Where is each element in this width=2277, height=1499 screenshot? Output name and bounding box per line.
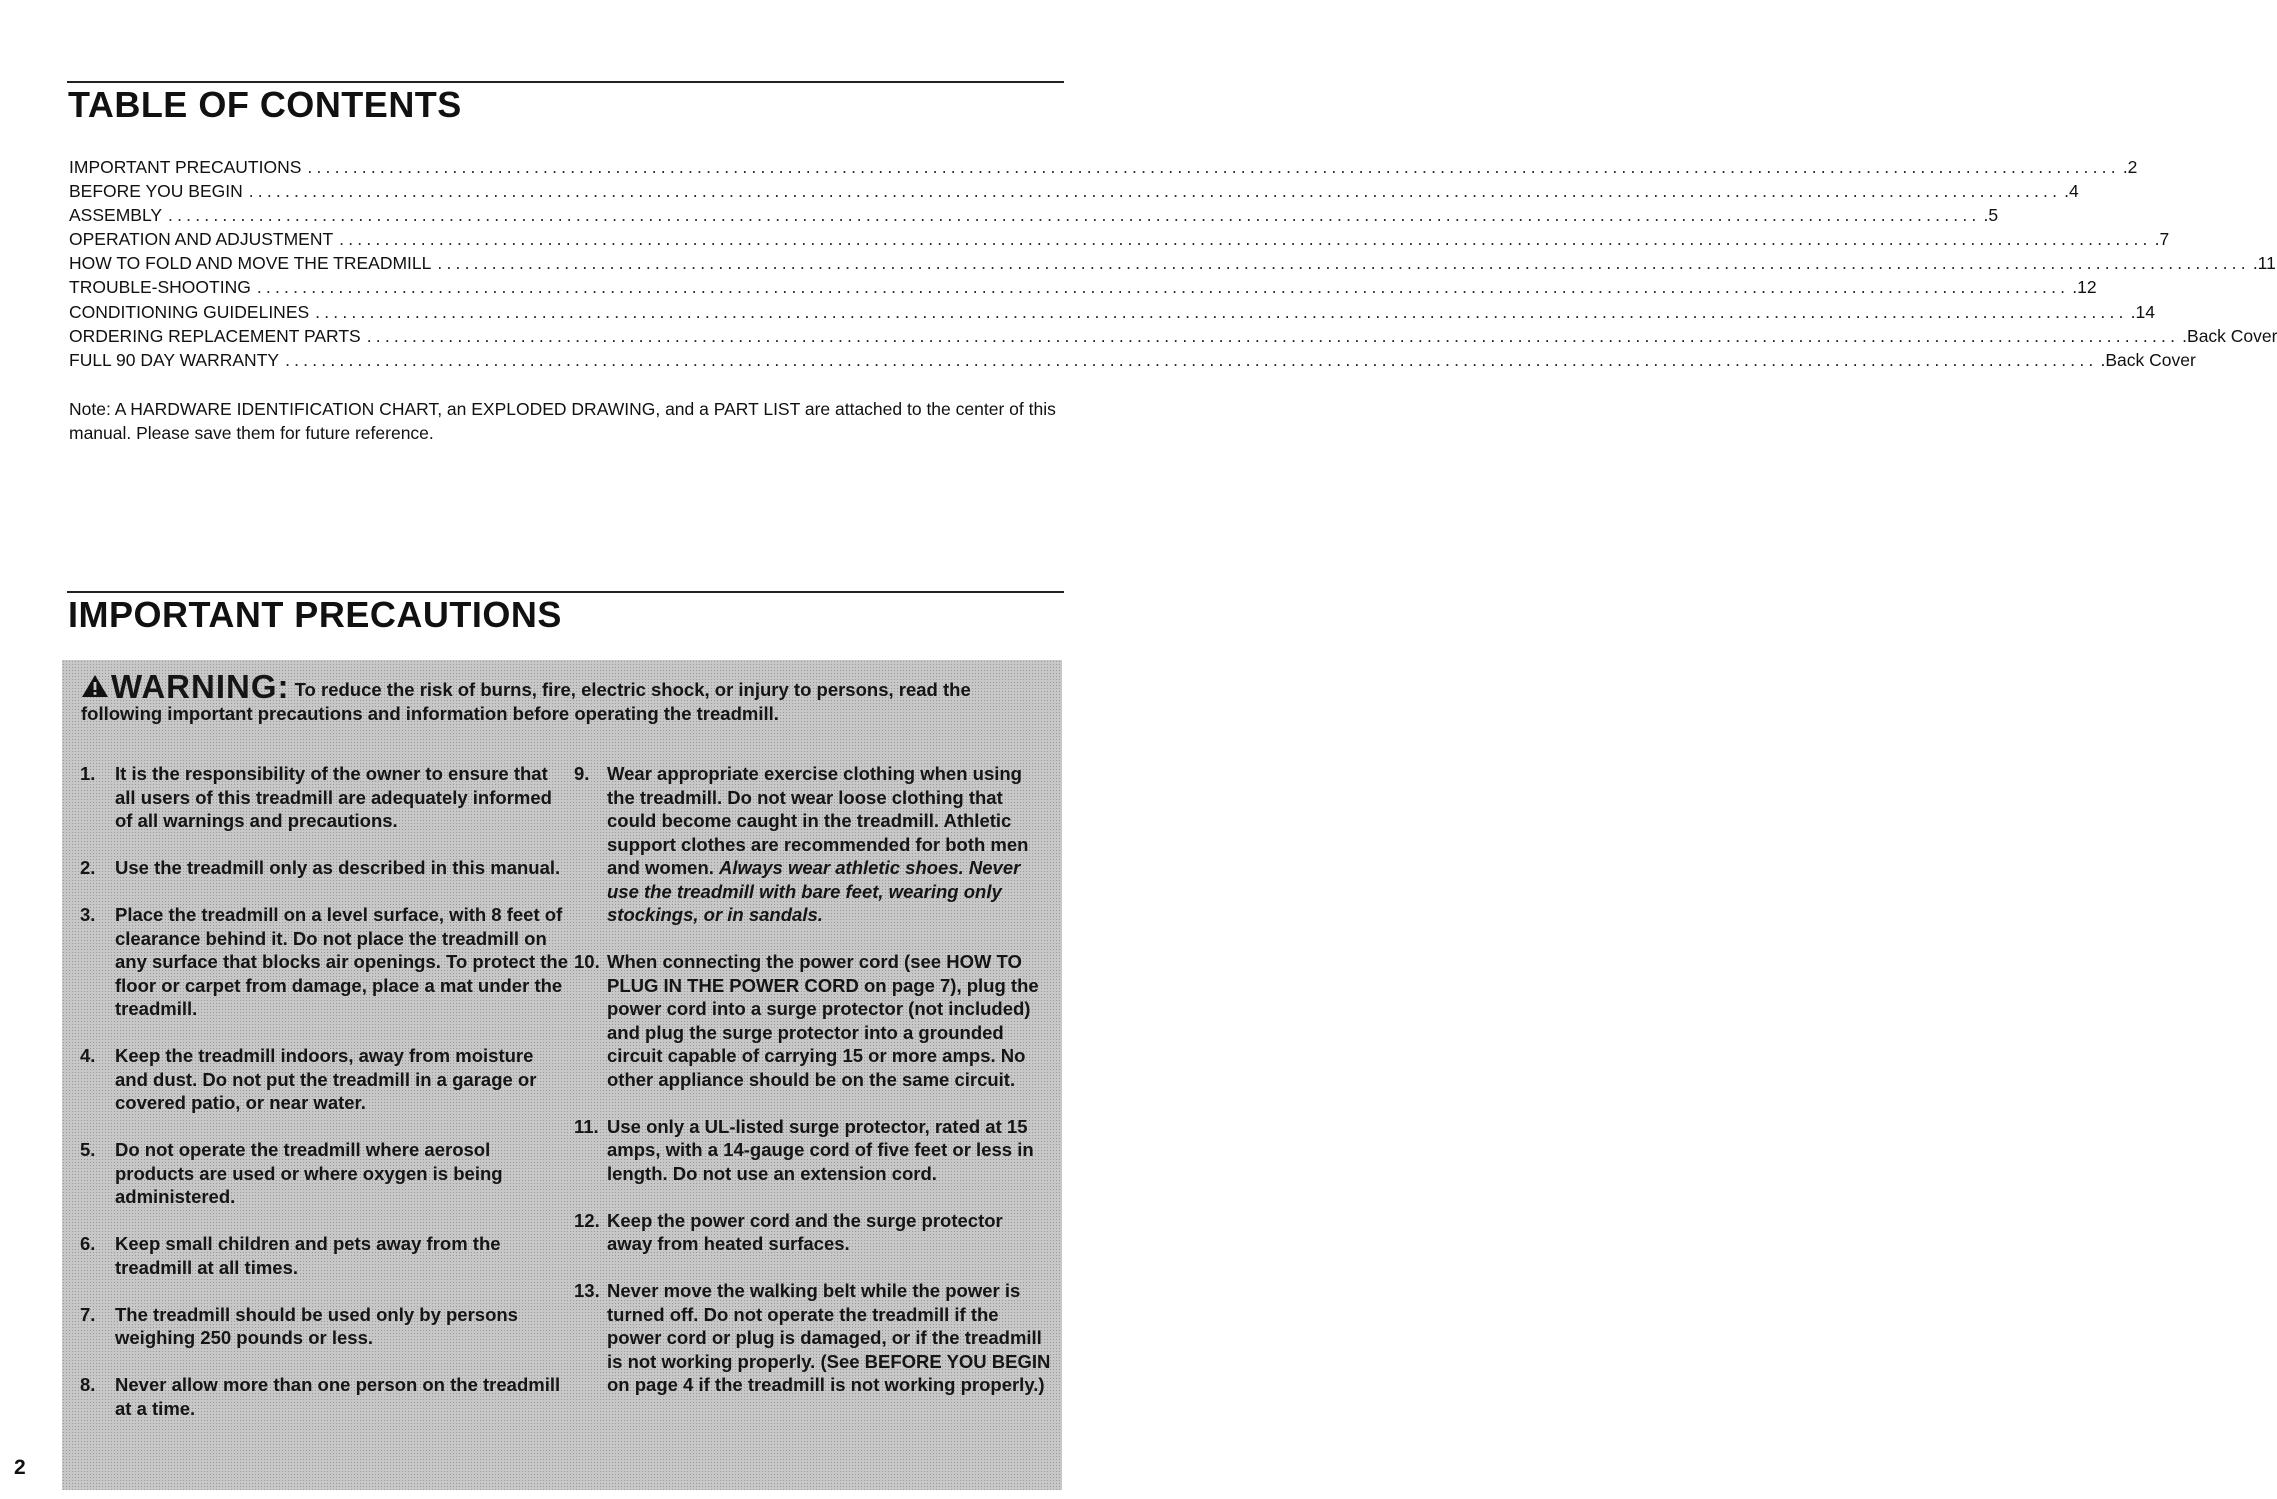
item-number: 12. bbox=[574, 1209, 600, 1231]
warning-label: WARNING: bbox=[111, 668, 290, 705]
toc-list bbox=[69, 155, 2277, 372]
precaution-item bbox=[80, 1138, 570, 1209]
precautions-right-column bbox=[574, 762, 1052, 1420]
item-text: When connecting the power cord (see HOW TO PLUG IN THE POWER CORD on page 7), plug the power cord into a surge protector (not included) and plug the surge protector into a grounded circuit capable of carrying 15 or more amps. No other appliance should be on the same circuit. bbox=[607, 951, 1039, 1090]
item-number: 3. bbox=[80, 904, 96, 925]
item-number: 9. bbox=[574, 763, 590, 784]
precaution-item bbox=[80, 1044, 570, 1115]
precaution-item bbox=[80, 903, 570, 1021]
precautions-left-column bbox=[80, 762, 570, 1444]
toc-leader-dots: ........................................................................................................................................................................................................ bbox=[248, 181, 2062, 202]
toc-entry-title: OPERATION AND ADJUSTMENT bbox=[69, 229, 334, 250]
item-text: Never move the walking belt while the power is turned off. Do not operate the treadmill if the power cord or plug is damaged, or if the treadmill is not working properly. (See BEFORE YOU BEGIN on page 4 if the treadmill is not working properly.) bbox=[607, 1280, 1051, 1395]
item-number: 4. bbox=[80, 1045, 96, 1066]
toc-leader-dots: ........................................................................................................................................................................................................ bbox=[366, 325, 2180, 346]
warning-panel bbox=[62, 660, 1062, 1490]
precaution-item bbox=[80, 1303, 570, 1350]
item-text-italic: Always wear athletic shoes. Never use the treadmill with bare feet, wearing only stockings, or in sandals. bbox=[607, 857, 1021, 925]
toc-leader-dots: ........................................................................................................................................................................................................ bbox=[315, 301, 2128, 322]
item-text bbox=[607, 762, 1052, 927]
warning-text: To reduce the risk of burns, fire, electric shock, or injury to persons, read the following important precautions and information before operating the treadmill. bbox=[81, 679, 971, 724]
item-number: 5. bbox=[80, 1139, 96, 1160]
toc-entry[interactable] bbox=[69, 251, 2276, 275]
toc-entry[interactable] bbox=[69, 227, 2170, 251]
toc-entry-page: .2 bbox=[2122, 157, 2138, 177]
item-text: Use only a UL-listed surge protector, rated at 15 amps, with a 14-gauge cord of five feet or less in length. Do not use an extension cord. bbox=[607, 1115, 1034, 1184]
toc-leader-dots: ........................................................................................................................................................................................................ bbox=[168, 205, 1981, 226]
toc-entry-page: .14 bbox=[2130, 301, 2155, 322]
precautions-title: IMPORTANT PRECAUTIONS bbox=[68, 594, 562, 635]
item-number: 10. bbox=[574, 951, 600, 972]
toc-entry-title: IMPORTANT PRECAUTIONS bbox=[69, 157, 302, 177]
item-number: 11. bbox=[574, 1115, 599, 1137]
item-text: It is the responsibility of the owner to ensure that all users of this treadmill are adequately informed of all warnings and precautions. bbox=[115, 763, 552, 831]
toc-leader-dots: ........................................................................................................................................................................................................ bbox=[256, 277, 2070, 298]
toc-entry[interactable] bbox=[69, 203, 1999, 227]
toc-entry-page: .11 bbox=[2252, 253, 2276, 274]
item-number: 1. bbox=[80, 763, 96, 784]
precaution-item bbox=[574, 1279, 1052, 1397]
item-text: Place the treadmill on a level surface, with 8 feet of clearance behind it. Do not place the treadmill on any surface that blocks air openings. To protect the floor or carpet from damage, place a mat under the treadmill. bbox=[115, 904, 568, 1019]
precautions-top-rule bbox=[67, 591, 1064, 593]
toc-leader-dots: ........................................................................................................................................................................................................ bbox=[285, 349, 2098, 370]
precaution-item bbox=[574, 1115, 1052, 1186]
toc-entry[interactable] bbox=[69, 155, 2138, 179]
warning-triangle-icon bbox=[81, 674, 109, 698]
item-number: 6. bbox=[80, 1233, 96, 1254]
toc-entry[interactable] bbox=[69, 324, 2277, 348]
item-number: 8. bbox=[80, 1374, 96, 1395]
item-text: Keep the treadmill indoors, away from moisture and dust. Do not put the treadmill in a garage or covered patio, or near water. bbox=[115, 1045, 537, 1113]
item-text-plain: Wear appropriate exercise clothing when using the treadmill. Do not wear loose clothing that could become caught in the treadmill. Athletic support clothes are recommended for both men and women. bbox=[607, 763, 1029, 878]
toc-entry[interactable] bbox=[69, 275, 2097, 299]
item-text: Keep small children and pets away from the treadmill at all times. bbox=[115, 1233, 501, 1278]
toc-leader-dots: ........................................................................................................................................................................................................ bbox=[437, 253, 2250, 274]
toc-entry[interactable] bbox=[69, 348, 2196, 372]
item-number: 13. bbox=[574, 1280, 600, 1301]
toc-entry-title: HOW TO FOLD AND MOVE THE TREADMILL bbox=[69, 253, 432, 274]
toc-top-rule bbox=[67, 81, 1064, 83]
item-text: Never allow more than one person on the treadmill at a time. bbox=[115, 1374, 561, 1419]
toc-entry-page: .Back Cover bbox=[2100, 349, 2196, 370]
item-number: 7. bbox=[80, 1303, 96, 1325]
precaution-item bbox=[80, 856, 570, 880]
toc-title: TABLE OF CONTENTS bbox=[68, 84, 462, 125]
precaution-item bbox=[80, 1232, 570, 1279]
toc-entry-page: .4 bbox=[2064, 181, 2079, 202]
item-number: 2. bbox=[80, 857, 96, 878]
toc-entry-page: .7 bbox=[2154, 229, 2170, 250]
toc-entry[interactable] bbox=[69, 179, 2079, 203]
toc-entry-title: TROUBLE-SHOOTING bbox=[69, 277, 251, 298]
precaution-item bbox=[80, 1373, 570, 1420]
toc-entry-title: BEFORE YOU BEGIN bbox=[69, 181, 243, 202]
item-text: Do not operate the treadmill where aerosol products are used or where oxygen is being administered. bbox=[115, 1139, 503, 1207]
warning-header bbox=[81, 668, 1051, 726]
item-text: Use the treadmill only as described in this manual. bbox=[115, 857, 561, 878]
item-text: The treadmill should be used only by persons weighing 250 pounds or less. bbox=[115, 1303, 518, 1348]
precaution-item bbox=[574, 762, 1052, 927]
toc-entry-title: FULL 90 DAY WARRANTY bbox=[69, 349, 280, 370]
toc-note: Note: A HARDWARE IDENTIFICATION CHART, an EXPLODED DRAWING, and a PART LIST are attached to the center of this manual. Please save them for future reference. bbox=[69, 399, 1056, 443]
toc-entry-title: ORDERING REPLACEMENT PARTS bbox=[69, 325, 361, 346]
toc-leader-dots: ........................................................................................................................................................................................................ bbox=[339, 229, 2152, 250]
toc-entry-title: ASSEMBLY bbox=[69, 205, 163, 226]
page-number: 2 bbox=[14, 1456, 26, 1479]
precaution-item bbox=[574, 1209, 1052, 1256]
item-text: Keep the power cord and the surge protector away from heated surfaces. bbox=[607, 1209, 1003, 1254]
toc-entry-page: .12 bbox=[2072, 277, 2097, 298]
toc-entry-page: .Back Cover bbox=[2182, 325, 2277, 346]
toc-entry-title: CONDITIONING GUIDELINES bbox=[69, 301, 310, 322]
toc-entry[interactable] bbox=[69, 300, 2155, 324]
precaution-item bbox=[574, 950, 1052, 1091]
toc-leader-dots: ........................................................................................................................................................................................................ bbox=[307, 157, 2120, 177]
precaution-item bbox=[80, 762, 570, 833]
toc-entry-page: .5 bbox=[1983, 205, 1999, 226]
